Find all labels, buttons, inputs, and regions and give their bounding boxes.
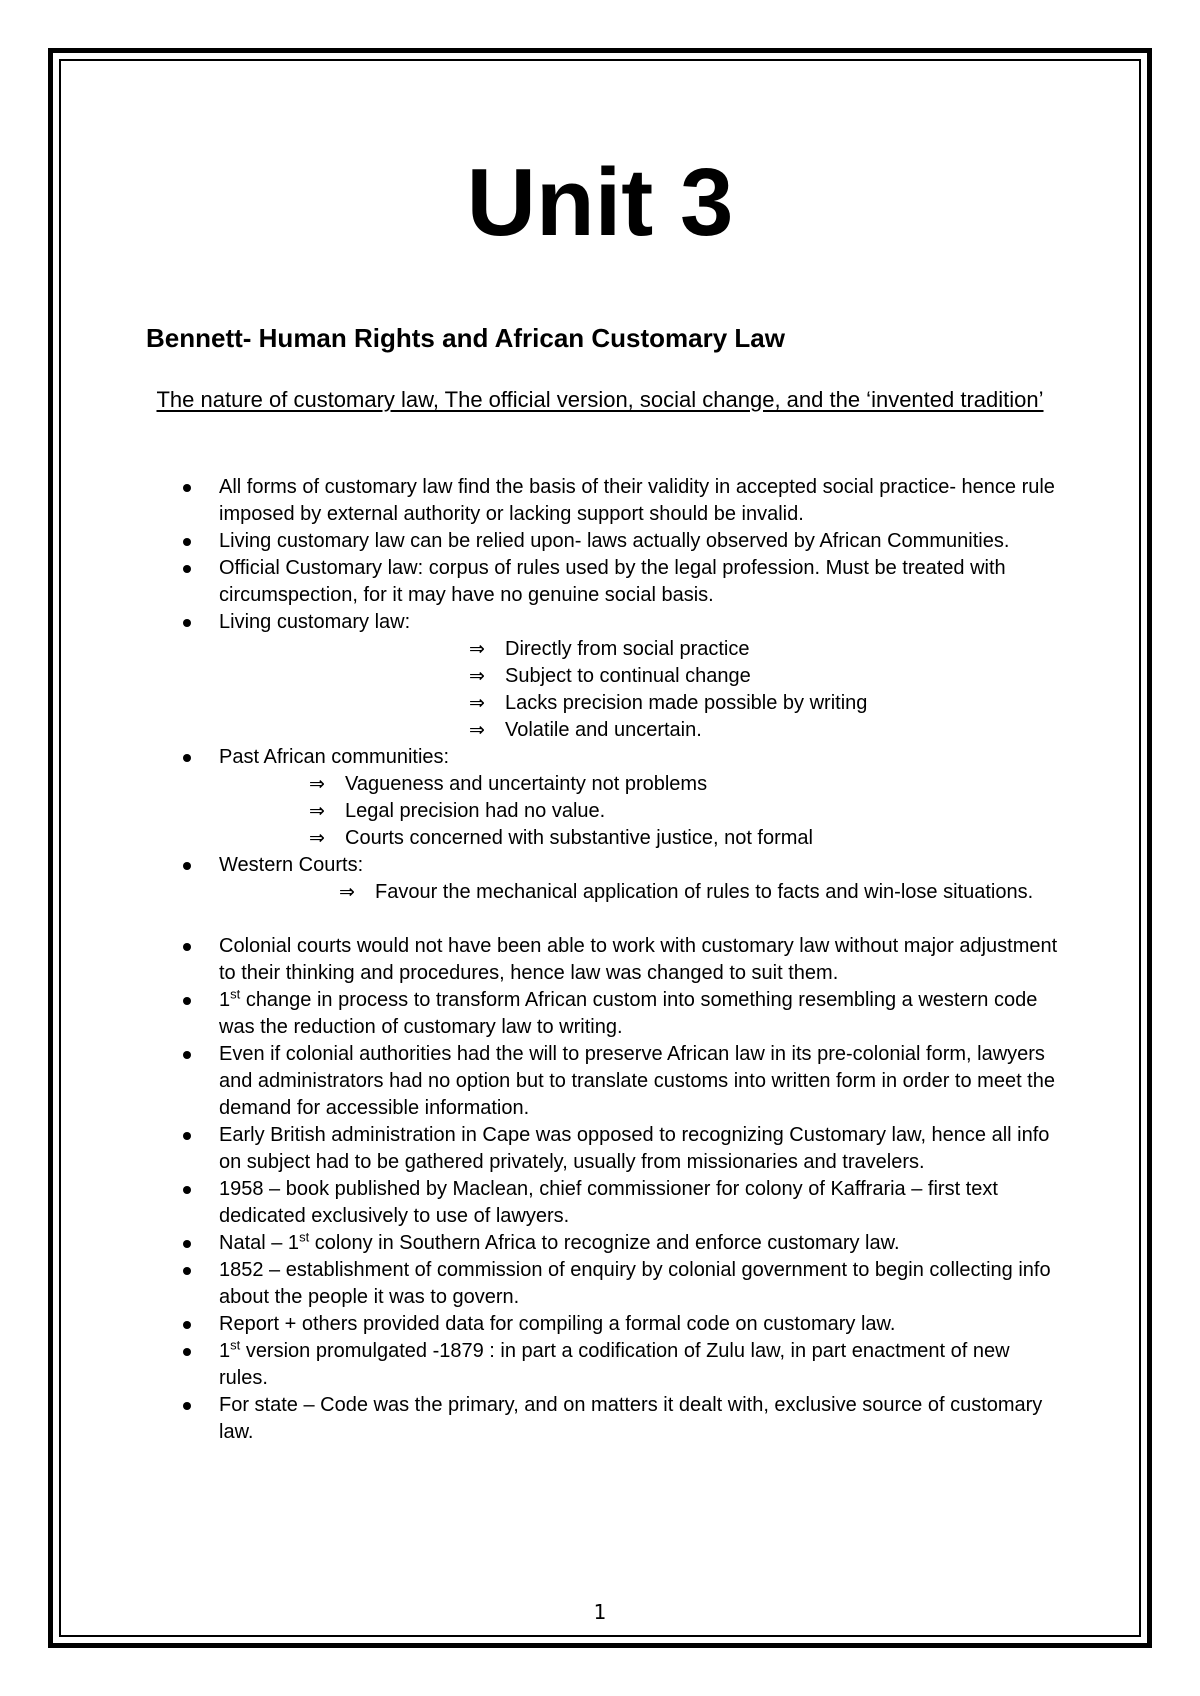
sub-list-item: ⇒ Courts concerned with substantive justice, not formal (309, 825, 1063, 852)
page-number: 1 (593, 1600, 607, 1624)
list-item: Even if colonial authorities had the will to preserve African law in its pre-colonial form, lawyers and administrators had no option but to translate customs into written form in order to meet the demand for accessible information. (183, 1041, 1063, 1122)
list-item: Past African communities: (183, 744, 1063, 771)
document-subtitle: Bennett- Human Rights and African Customary Law (146, 323, 785, 353)
sub-list-item: ⇒ Lacks precision made possible by writing (469, 690, 1063, 717)
arrow-icon: ⇒ (309, 773, 325, 795)
sub-list-item: ⇒ Vagueness and uncertainty not problems (309, 771, 1063, 798)
sub-list-item: ⇒ Legal precision had no value. (309, 798, 1063, 825)
list-item: Colonial courts would not have been able to work with customary law without major adjustment to their thinking and procedures, hence law was changed to suit them. (183, 933, 1063, 987)
arrow-icon: ⇒ (309, 800, 325, 822)
sub-list-item: ⇒ Subject to continual change (469, 663, 1063, 690)
list-item: 1852 – establishment of commission of enquiry by colonial government to begin collecting info about the people it was to govern. (183, 1257, 1063, 1311)
arrow-icon: ⇒ (469, 665, 485, 687)
arrow-icon: ⇒ (469, 638, 485, 660)
list-item: Early British administration in Cape was opposed to recognizing Customary law, hence all info on subject had to be gathered privately, usually from missionaries and travelers. (183, 1122, 1063, 1176)
list-item: Living customary law: (183, 609, 1063, 636)
list-item: 1958 – book published by Maclean, chief commissioner for colony of Kaffraria – first text dedicated exclusively to use of lawyers. (183, 1176, 1063, 1230)
page-title: Unit 3 (466, 149, 734, 256)
list-item: Western Courts: (183, 852, 1063, 879)
list-item: Living customary law can be relied upon- laws actually observed by African Communities. (183, 528, 1063, 555)
list-item: 1st change in process to transform African custom into something resembling a western code was the reduction of customary law to writing. (183, 987, 1063, 1041)
list-item: For state – Code was the primary, and on matters it dealt with, exclusive source of customary law. (183, 1392, 1063, 1446)
sub-list-item: ⇒ Favour the mechanical application of rules to facts and win-lose situations. (339, 879, 1063, 906)
sub-list-item: ⇒ Volatile and uncertain. (469, 717, 1063, 744)
list-item: 1st version promulgated -1879 : in part a codification of Zulu law, in part enactment of new rules. (183, 1338, 1063, 1392)
arrow-icon: ⇒ (469, 719, 485, 741)
arrow-icon: ⇒ (469, 692, 485, 714)
list-item: Official Customary law: corpus of rules used by the legal profession. Must be treated with circumspection, for it may have no genuine social basis. (183, 555, 1063, 609)
section-heading: The nature of customary law, The official version, social change, and the ‘invented tradition’ (156, 387, 1044, 412)
arrow-icon: ⇒ (339, 881, 355, 903)
notes-list (183, 474, 1063, 1446)
sub-list-item: ⇒ Directly from social practice (469, 636, 1063, 663)
list-item: Natal – 1st colony in Southern Africa to recognize and enforce customary law. (183, 1230, 1063, 1257)
list-item: Report + others provided data for compiling a formal code on customary law. (183, 1311, 1063, 1338)
arrow-icon: ⇒ (309, 827, 325, 849)
list-item: All forms of customary law find the basis of their validity in accepted social practice- hence rule imposed by external authority or lacking support should be invalid. (183, 474, 1063, 528)
